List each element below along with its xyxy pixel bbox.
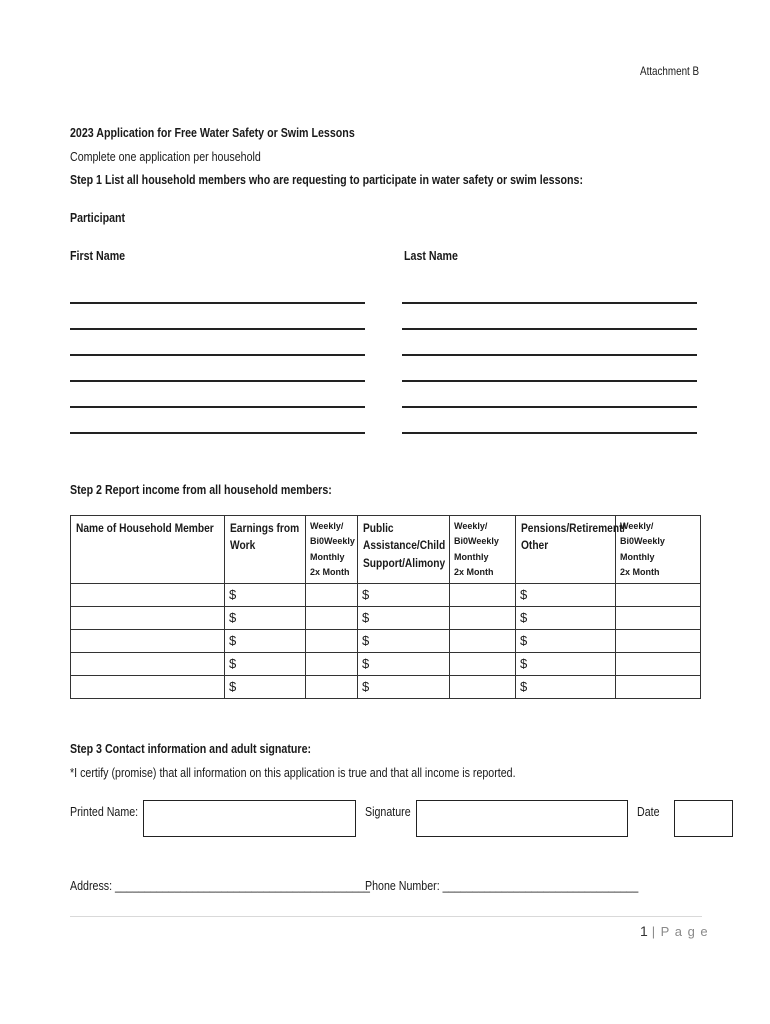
assistance-cell[interactable] xyxy=(358,584,450,607)
header-pensions-text: Pensions/Retirement/ Other xyxy=(521,521,626,553)
first-name-line-3[interactable] xyxy=(70,340,365,356)
step3-heading xyxy=(70,741,364,756)
header-earnings-work xyxy=(225,516,306,584)
first-name-line-1[interactable] xyxy=(70,288,365,304)
freq2-weekly: Weekly/ xyxy=(454,521,488,531)
last-name-lines xyxy=(402,288,697,444)
form-subtitle-text: Complete one application per household xyxy=(70,149,261,164)
member-name-cell[interactable] xyxy=(71,630,225,653)
step2-heading-text: Step 2 Report income from all household members: xyxy=(70,482,332,497)
table-row xyxy=(71,653,701,676)
attachment-text: Attachment B xyxy=(640,64,700,78)
header-public-assistance xyxy=(358,516,450,584)
step3-heading-text: Step 3 Contact information and adult signature: xyxy=(70,741,312,756)
step2-heading xyxy=(70,482,389,497)
assistance-cell[interactable] xyxy=(358,607,450,630)
earnings-cell[interactable] xyxy=(225,607,306,630)
assistance-dollar: $ xyxy=(362,610,370,626)
pension-dollar: $ xyxy=(520,679,528,695)
assistance-dollar: $ xyxy=(362,656,370,672)
table-row xyxy=(71,584,701,607)
pension-cell[interactable] xyxy=(516,653,616,676)
participant-label-text: Participant xyxy=(70,210,126,225)
earnings-dollar: $ xyxy=(229,679,237,695)
participant-label xyxy=(70,210,137,225)
freq1-2x-month: 2x Month xyxy=(310,566,350,577)
member-name-cell[interactable] xyxy=(71,607,225,630)
earnings-dollar: $ xyxy=(229,656,237,672)
last-name-label xyxy=(404,248,470,263)
header-frequency-2 xyxy=(450,516,516,584)
table-row xyxy=(71,676,701,699)
frequency-cell[interactable] xyxy=(306,676,358,699)
freq2-2x-month: 2x Month xyxy=(454,566,494,577)
first-name-lines xyxy=(70,288,365,444)
frequency-cell[interactable] xyxy=(616,653,701,676)
last-name-line-6[interactable] xyxy=(402,418,697,434)
signature-label-text: Signature xyxy=(365,804,411,819)
printed-name-label xyxy=(70,804,153,819)
header-frequency-3 xyxy=(616,516,701,584)
assistance-dollar: $ xyxy=(362,633,370,649)
earnings-cell[interactable] xyxy=(225,653,306,676)
freq1-monthly: Monthly xyxy=(310,551,345,562)
member-name-cell[interactable] xyxy=(71,676,225,699)
header-public-assistance-text: Public Assistance/Child Support/Alimony xyxy=(363,521,446,570)
member-name-cell[interactable] xyxy=(71,653,225,676)
frequency-cell[interactable] xyxy=(306,653,358,676)
form-title xyxy=(70,125,417,140)
frequency-cell[interactable] xyxy=(450,630,516,653)
first-name-label xyxy=(70,248,137,263)
frequency-cell[interactable] xyxy=(616,607,701,630)
last-name-label-text: Last Name xyxy=(404,248,458,263)
header-household-member-text: Name of Household Member xyxy=(76,521,214,535)
date-field[interactable] xyxy=(674,800,733,837)
assistance-cell[interactable] xyxy=(358,653,450,676)
form-title-text: 2023 Application for Free Water Safety or Swim Lessons xyxy=(70,125,355,140)
earnings-dollar: $ xyxy=(229,587,237,603)
pension-cell[interactable] xyxy=(516,584,616,607)
page-footer xyxy=(640,923,709,939)
printed-name-field[interactable] xyxy=(143,800,356,837)
header-frequency-1 xyxy=(306,516,358,584)
frequency-cell[interactable] xyxy=(616,584,701,607)
freq3-monthly: Monthly xyxy=(620,551,655,562)
last-name-line-5[interactable] xyxy=(402,392,697,408)
assistance-cell[interactable] xyxy=(358,630,450,653)
form-subtitle xyxy=(70,149,303,164)
freq3-biweekly: Bi0Weekly xyxy=(620,536,665,547)
phone-field[interactable] xyxy=(365,878,698,893)
frequency-cell[interactable] xyxy=(616,676,701,699)
pension-dollar: $ xyxy=(520,610,528,626)
address-label-text: Address: ___________________________________________ xyxy=(70,878,370,893)
income-table-header xyxy=(71,516,701,584)
freq3-weekly: Weekly/ xyxy=(620,521,654,531)
last-name-line-1[interactable] xyxy=(402,288,697,304)
frequency-cell[interactable] xyxy=(306,607,358,630)
earnings-dollar: $ xyxy=(229,633,237,649)
frequency-cell[interactable] xyxy=(616,630,701,653)
last-name-line-2[interactable] xyxy=(402,314,697,330)
frequency-cell[interactable] xyxy=(450,653,516,676)
first-name-line-6[interactable] xyxy=(70,418,365,434)
last-name-line-3[interactable] xyxy=(402,340,697,356)
attachment-label xyxy=(640,64,712,78)
last-name-line-4[interactable] xyxy=(402,366,697,382)
frequency-cell[interactable] xyxy=(450,607,516,630)
footer-divider xyxy=(70,916,702,917)
header-earnings-work-text: Earnings from Work xyxy=(230,521,300,553)
assistance-dollar: $ xyxy=(362,587,370,603)
header-household-member xyxy=(71,516,225,584)
page-label: | P a g e xyxy=(651,924,709,939)
step1-heading xyxy=(70,172,696,187)
pension-cell[interactable] xyxy=(516,630,616,653)
page-number: 1 xyxy=(640,923,648,939)
phone-label-text: Phone Number: _________________________________ xyxy=(365,878,639,893)
date-label-text: Date xyxy=(637,804,660,819)
freq1-weekly: Weekly/ xyxy=(310,521,344,531)
pension-cell[interactable] xyxy=(516,676,616,699)
printed-name-label-text: Printed Name: xyxy=(70,804,139,819)
signature-label xyxy=(365,804,421,819)
member-name-cell[interactable] xyxy=(71,584,225,607)
date-label xyxy=(637,804,664,819)
frequency-cell[interactable] xyxy=(306,630,358,653)
certify-statement-text: *I certify (promise) that all information on this application is true and that all income is reported. xyxy=(70,765,516,780)
first-name-label-text: First Name xyxy=(70,248,126,263)
first-name-line-2[interactable] xyxy=(70,314,365,330)
assistance-dollar: $ xyxy=(362,679,370,695)
frequency-cell[interactable] xyxy=(450,584,516,607)
freq1-biweekly: Bi0Weekly xyxy=(310,536,355,547)
pension-dollar: $ xyxy=(520,656,528,672)
header-pensions xyxy=(516,516,626,584)
step1-heading-text: Step 1 List all household members who are requesting to participate in water safety or swim lessons: xyxy=(70,172,583,187)
signature-field[interactable] xyxy=(416,800,628,837)
freq2-biweekly: Bi0Weekly xyxy=(454,536,499,547)
earnings-dollar: $ xyxy=(229,610,237,626)
certify-statement xyxy=(70,765,613,780)
earnings-cell[interactable] xyxy=(225,630,306,653)
table-row xyxy=(71,630,701,653)
freq3-2x-month: 2x Month xyxy=(620,566,660,577)
pension-dollar: $ xyxy=(520,633,528,649)
income-table xyxy=(70,515,701,699)
first-name-line-5[interactable] xyxy=(70,392,365,408)
frequency-cell[interactable] xyxy=(306,584,358,607)
pension-cell[interactable] xyxy=(516,607,616,630)
first-name-line-4[interactable] xyxy=(70,366,365,382)
pension-dollar: $ xyxy=(520,587,528,603)
earnings-cell[interactable] xyxy=(225,584,306,607)
frequency-cell[interactable] xyxy=(450,676,516,699)
earnings-cell[interactable] xyxy=(225,676,306,699)
table-row xyxy=(71,607,701,630)
freq2-monthly: Monthly xyxy=(454,551,489,562)
assistance-cell[interactable] xyxy=(358,676,450,699)
